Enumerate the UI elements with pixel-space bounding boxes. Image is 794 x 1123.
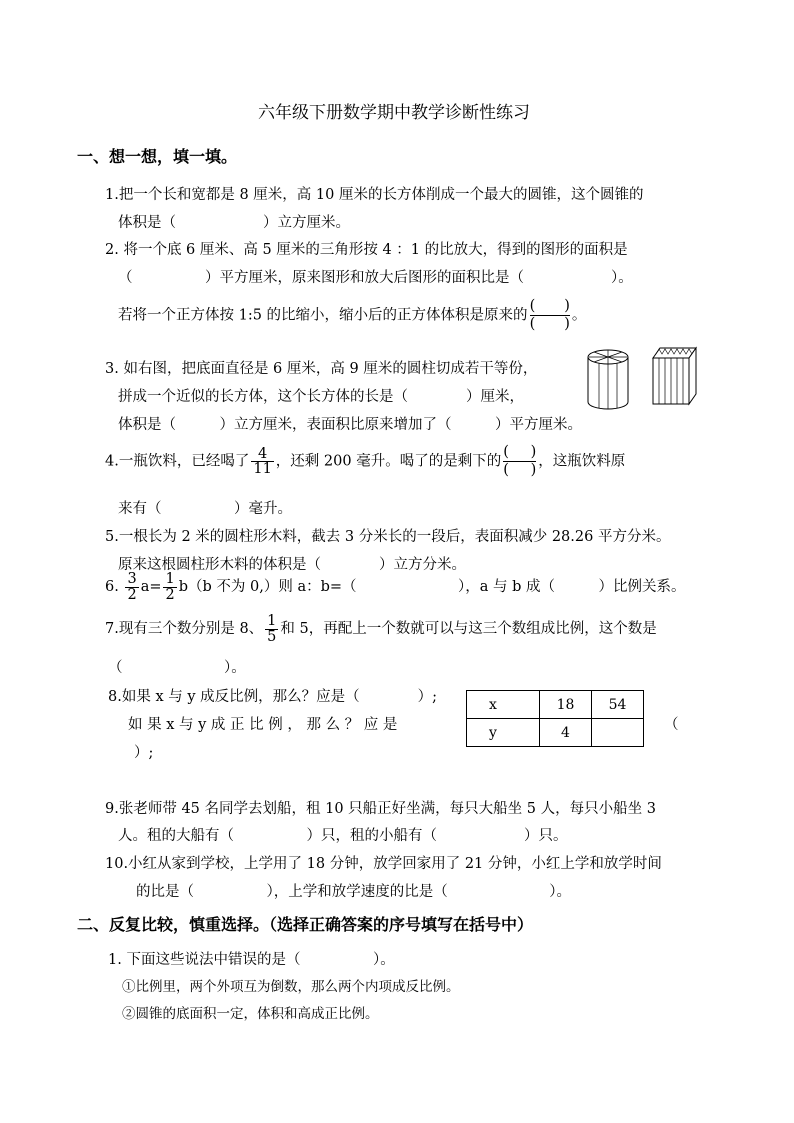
question-5-line-1: 5.一根长为 2 米的圆柱形木料，截去 3 分米长的一段后，表面积减少 28.26 平方分米。: [105, 529, 671, 545]
cylinder-figure: [583, 348, 633, 410]
question-8-line-2-paren: （: [664, 717, 679, 733]
table-row: [467, 719, 644, 747]
section-1-heading: 一、想一想，填一填。: [77, 147, 238, 166]
question-8-line-3: ）;: [134, 745, 154, 761]
table-cell: 18: [540, 691, 592, 719]
question-10-line-1: 10.小红从家到学校，上学用了 18 分钟，放学回家用了 21 分钟，小红上学和放学时间: [105, 856, 662, 872]
question-7-line-2: （ ）。: [108, 660, 246, 676]
page-title: 六年级下册数学期中教学诊断性练习: [258, 103, 530, 123]
question-7-text-b: 和 5，再配上一个数就可以与这三个数组成比例，这个数是: [280, 621, 657, 637]
question-7-text-a: 7.现有三个数分别是 8、: [105, 621, 264, 637]
table-cell: 54: [592, 691, 644, 719]
cuboid-figure: [650, 346, 700, 408]
option-2: ②圆锥的底面积一定，体积和高成正比例。: [122, 1006, 379, 1022]
table-cell: [592, 719, 644, 747]
xy-table: [466, 690, 644, 747]
question-2-line-3-end: 。: [571, 307, 587, 324]
question-8-line-2: 如 果 x 与 y 成 正 比 例 ， 那 么 ？ 应 是: [128, 717, 398, 733]
question-9-line-1: 9.张老师带 45 名同学去划船，租 10 只船正好坐满，每只大船坐 5 人，每只小船坐 3: [105, 801, 656, 817]
blank-fraction: ( ) ( ): [529, 298, 570, 332]
question-4-line-2: 来有（ ）毫升。: [118, 501, 292, 517]
question-8-line-1: 8.如果 x 与 y 成反比例，那么？应是（ ）;: [108, 689, 438, 705]
table-cell: 4: [540, 719, 592, 747]
question-4-line-1: [105, 444, 625, 479]
table-row: [467, 691, 644, 719]
question-4-text-b: ，还剩 200 毫升。喝了的是剩下的: [275, 453, 502, 470]
question-9-line-2: 人。租的大船有（ ）只，租的小船有（ ）只。: [118, 828, 568, 844]
question-2-line-3-text: 若将一个正方体按 1:5 的比缩小，缩小后的正方体体积是原来的: [118, 307, 528, 324]
blank-fraction: ( ) ( ): [503, 444, 537, 478]
question-2-line-1: 2. 将一个底 6 厘米、高 5 厘米的三角形按 4 ：1 的比放大，得到的图形的面积是: [105, 242, 628, 258]
question-3-line-2: 拼成一个近似的长方体，这个长方体的长是（ ）厘米，: [118, 389, 524, 405]
question-5-line-2: 原来这根圆柱形木料的体积是（ ）立方分米。: [118, 557, 466, 573]
section-2-question-1: 1. 下面这些说法中错误的是（ ）。: [108, 952, 395, 968]
fraction-4-11: $\frac{4}{11}$: [253, 445, 272, 477]
question-4-text-c: ，这瓶饮料原: [538, 453, 626, 470]
question-2-line-2: （ ）平方厘米，原来图形和放大后图形的面积比是（ ）。: [118, 270, 633, 286]
option-1: ①比例里，两个外项互为倒数，那么两个内项成反比例。: [122, 979, 460, 995]
question-6-text-b: b（b 不为 0,）则 a：b=（ ），a 与 b 成（ ）比例关系。: [178, 579, 686, 595]
fraction-3-2: $\frac{3}{2}$: [127, 571, 137, 603]
table-cell: y: [467, 719, 540, 747]
question-7-line-1: [105, 614, 657, 644]
question-4-text-a: 4.一瓶饮料，已经喝了: [105, 453, 250, 470]
question-6-number: 6.: [105, 579, 119, 595]
question-10-line-2: 的比是（ ），上学和放学速度的比是（ ）。: [136, 884, 571, 900]
section-2-heading: 二、反复比较，慎重选择。（选择正确答案的序号填写在括号中）: [77, 915, 534, 934]
question-1-line-1: 1.把一个长和宽都是 8 厘米，高 10 厘米的长方体削成一个最大的圆锥，这个圆锥的: [105, 187, 644, 203]
question-6: [105, 572, 686, 602]
fraction-1-2: $\frac{1}{2}$: [165, 571, 175, 603]
fraction-1-5: $\frac{1}{5}$: [267, 613, 277, 645]
question-3-line-1: 3. 如右图，把底面直径是 6 厘米，高 9 厘米的圆柱切成若干等份，: [105, 361, 538, 377]
question-2-line-3: [118, 298, 586, 333]
table-cell: x: [467, 691, 540, 719]
question-1-line-2: 体积是（ ）立方厘米。: [118, 215, 350, 231]
question-6-text-a: a=: [140, 579, 162, 595]
question-3-line-3: 体积是（ ）立方厘米，表面积比原来增加了（ ）平方厘米。: [118, 417, 582, 433]
